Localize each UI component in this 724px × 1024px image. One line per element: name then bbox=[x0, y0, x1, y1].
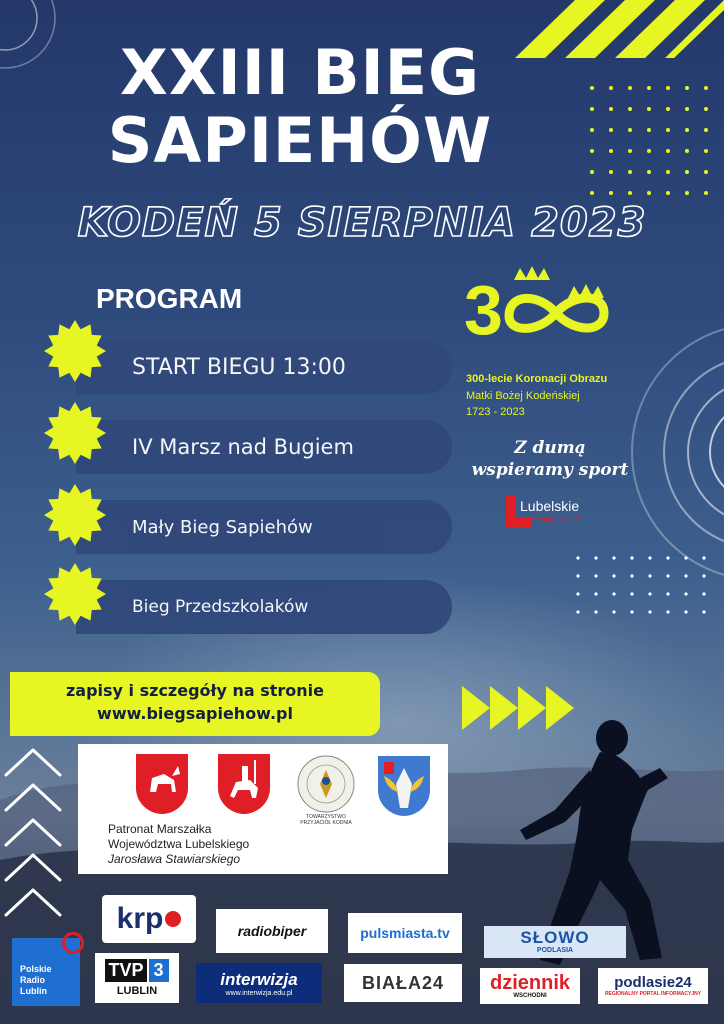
anniversary-300-logo bbox=[464, 258, 618, 344]
anniversary-line2: Matki Bożej Kodeńskiej bbox=[466, 390, 580, 402]
krp-logo: krp bbox=[102, 895, 196, 943]
decor-dot bbox=[609, 107, 613, 111]
decor-dot bbox=[647, 149, 651, 153]
signup-line1: zapisy i szczegóły na stronie bbox=[65, 681, 325, 700]
patronage-panel bbox=[78, 744, 448, 874]
decor-dot bbox=[685, 107, 689, 111]
decor-dot bbox=[576, 574, 579, 577]
event-title-line2: SAPIEHÓW bbox=[107, 104, 493, 177]
radiobiper-logo: radiobiper bbox=[216, 909, 328, 953]
support-line1: Z dumą bbox=[514, 438, 586, 458]
decor-dot bbox=[628, 107, 632, 111]
decor-dot bbox=[702, 610, 705, 613]
decor-dot bbox=[612, 556, 615, 559]
decor-dot bbox=[576, 592, 579, 595]
decor-dot bbox=[612, 574, 615, 577]
patronage-line3: Jarosława Stawiarskiego bbox=[108, 852, 241, 866]
decor-dot bbox=[702, 556, 705, 559]
program-item-label: START BIEGU 13:00 bbox=[132, 354, 346, 380]
dziennik-wschodni-logo: dziennik WSCHODNI bbox=[480, 968, 580, 1004]
decor-dot bbox=[628, 128, 632, 132]
program-item-label: Bieg Przedszkolaków bbox=[132, 597, 309, 617]
decor-dot bbox=[647, 107, 651, 111]
decor-dot bbox=[647, 128, 651, 132]
decor-dot bbox=[628, 86, 632, 90]
decor-dot bbox=[684, 556, 687, 559]
signup-banner bbox=[10, 672, 380, 736]
decor-dot bbox=[685, 191, 689, 195]
decor-dot bbox=[609, 191, 613, 195]
decor-dot bbox=[630, 610, 633, 613]
decor-dot bbox=[647, 170, 651, 174]
decor-dot bbox=[628, 191, 632, 195]
decor-dot bbox=[666, 191, 670, 195]
interwizja-logo: interwizja www.interwizja.edu.pl bbox=[196, 963, 322, 1003]
pulsmiasta-logo: pulsmiasta.tv bbox=[348, 913, 462, 953]
decor-dot bbox=[685, 149, 689, 153]
program-heading: PROGRAM bbox=[96, 283, 243, 314]
decor-dot bbox=[666, 107, 670, 111]
logo-digit: 3 bbox=[464, 271, 503, 344]
lubelskie-brand: Lubelskie bbox=[520, 498, 580, 514]
decor-dot bbox=[609, 170, 613, 174]
decor-dot bbox=[684, 592, 687, 595]
decor-dot bbox=[704, 191, 708, 195]
decor-dot bbox=[647, 191, 651, 195]
program-item bbox=[76, 340, 452, 394]
lubelskie-tagline: Smakuj życie! bbox=[530, 514, 580, 524]
anniversary-line1: 300-lecie Koronacji Obrazu bbox=[466, 373, 608, 385]
decor-dot bbox=[648, 610, 651, 613]
decor-dot bbox=[666, 592, 669, 595]
society-seal-text: TOWARZYSTWO PRZYJACIÓŁ KODNIA bbox=[300, 814, 352, 826]
decor-dot bbox=[609, 149, 613, 153]
decor-dot bbox=[666, 149, 670, 153]
decor-dot bbox=[609, 86, 613, 90]
decor-dot bbox=[704, 107, 708, 111]
anniversary-years: 1723 - 2023 bbox=[466, 406, 525, 418]
patronage-line2: Województwa Lubelskiego bbox=[108, 837, 250, 851]
decor-dot bbox=[648, 574, 651, 577]
decor-dot bbox=[576, 610, 579, 613]
tvp3-lublin-logo: TVP 3 LUBLIN bbox=[95, 953, 179, 1003]
decor-dot bbox=[685, 86, 689, 90]
decor-dot bbox=[685, 128, 689, 132]
program-item bbox=[76, 420, 452, 474]
decor-dot bbox=[666, 128, 670, 132]
slowo-podlasia-logo: SŁOWO PODLASIA bbox=[484, 926, 626, 958]
decor-dot bbox=[704, 149, 708, 153]
decor-dot bbox=[684, 574, 687, 577]
decor-dot bbox=[594, 574, 597, 577]
decor-dot bbox=[594, 556, 597, 559]
patronage-line1: Patronat Marszałka bbox=[108, 822, 212, 836]
decor-dot bbox=[628, 149, 632, 153]
decor-dot bbox=[628, 170, 632, 174]
polskie-radio-text: Polskie Radio Lublin bbox=[20, 964, 52, 996]
support-line2: wspieramy sport bbox=[471, 460, 629, 480]
decor-dot bbox=[594, 592, 597, 595]
decor-dot bbox=[612, 592, 615, 595]
decor-dot bbox=[648, 556, 651, 559]
decor-dot bbox=[647, 86, 651, 90]
voivodeship-coat-of-arms bbox=[216, 752, 272, 816]
polskie-radio-lublin-logo bbox=[12, 938, 80, 1006]
decor-dot bbox=[590, 191, 594, 195]
decor-dot bbox=[630, 574, 633, 577]
biala24-logo: BIAŁA24 bbox=[344, 964, 462, 1002]
program-item bbox=[76, 580, 452, 634]
decor-dot bbox=[684, 610, 687, 613]
program-item bbox=[76, 500, 452, 554]
signup-website[interactable]: www.biegsapiehow.pl bbox=[97, 704, 293, 723]
decor-dot bbox=[666, 170, 670, 174]
lubelskie-logo bbox=[506, 492, 594, 532]
decor-dot bbox=[612, 610, 615, 613]
decor-dot bbox=[666, 86, 670, 90]
decor-dot bbox=[704, 86, 708, 90]
decor-dot bbox=[704, 170, 708, 174]
event-date-location: KODEŃ 5 SIERPNIA 2023 bbox=[77, 200, 647, 246]
society-seal bbox=[296, 754, 356, 814]
decor-dot bbox=[666, 610, 669, 613]
decor-dot bbox=[702, 574, 705, 577]
decor-dot bbox=[704, 128, 708, 132]
district-coat-of-arms bbox=[376, 754, 432, 818]
decor-dot bbox=[594, 610, 597, 613]
decor-dot bbox=[685, 170, 689, 174]
program-item-label: IV Marsz nad Bugiem bbox=[132, 435, 354, 459]
decor-dot bbox=[666, 574, 669, 577]
decor-dot bbox=[609, 128, 613, 132]
podlasie24-logo: podlasie24 REGIONALNY PORTAL INFORMACYJNY bbox=[598, 968, 708, 1004]
decor-dot bbox=[576, 556, 579, 559]
decor-dot bbox=[630, 592, 633, 595]
decor-dot bbox=[630, 556, 633, 559]
decor-dot bbox=[648, 592, 651, 595]
event-title-line1: XXIII BIEG bbox=[120, 36, 480, 109]
program-item-label: Mały Bieg Sapiehów bbox=[132, 516, 313, 538]
decor-dot bbox=[666, 556, 669, 559]
decor-dot bbox=[702, 592, 705, 595]
lubelskie-coat-of-arms bbox=[134, 752, 190, 816]
